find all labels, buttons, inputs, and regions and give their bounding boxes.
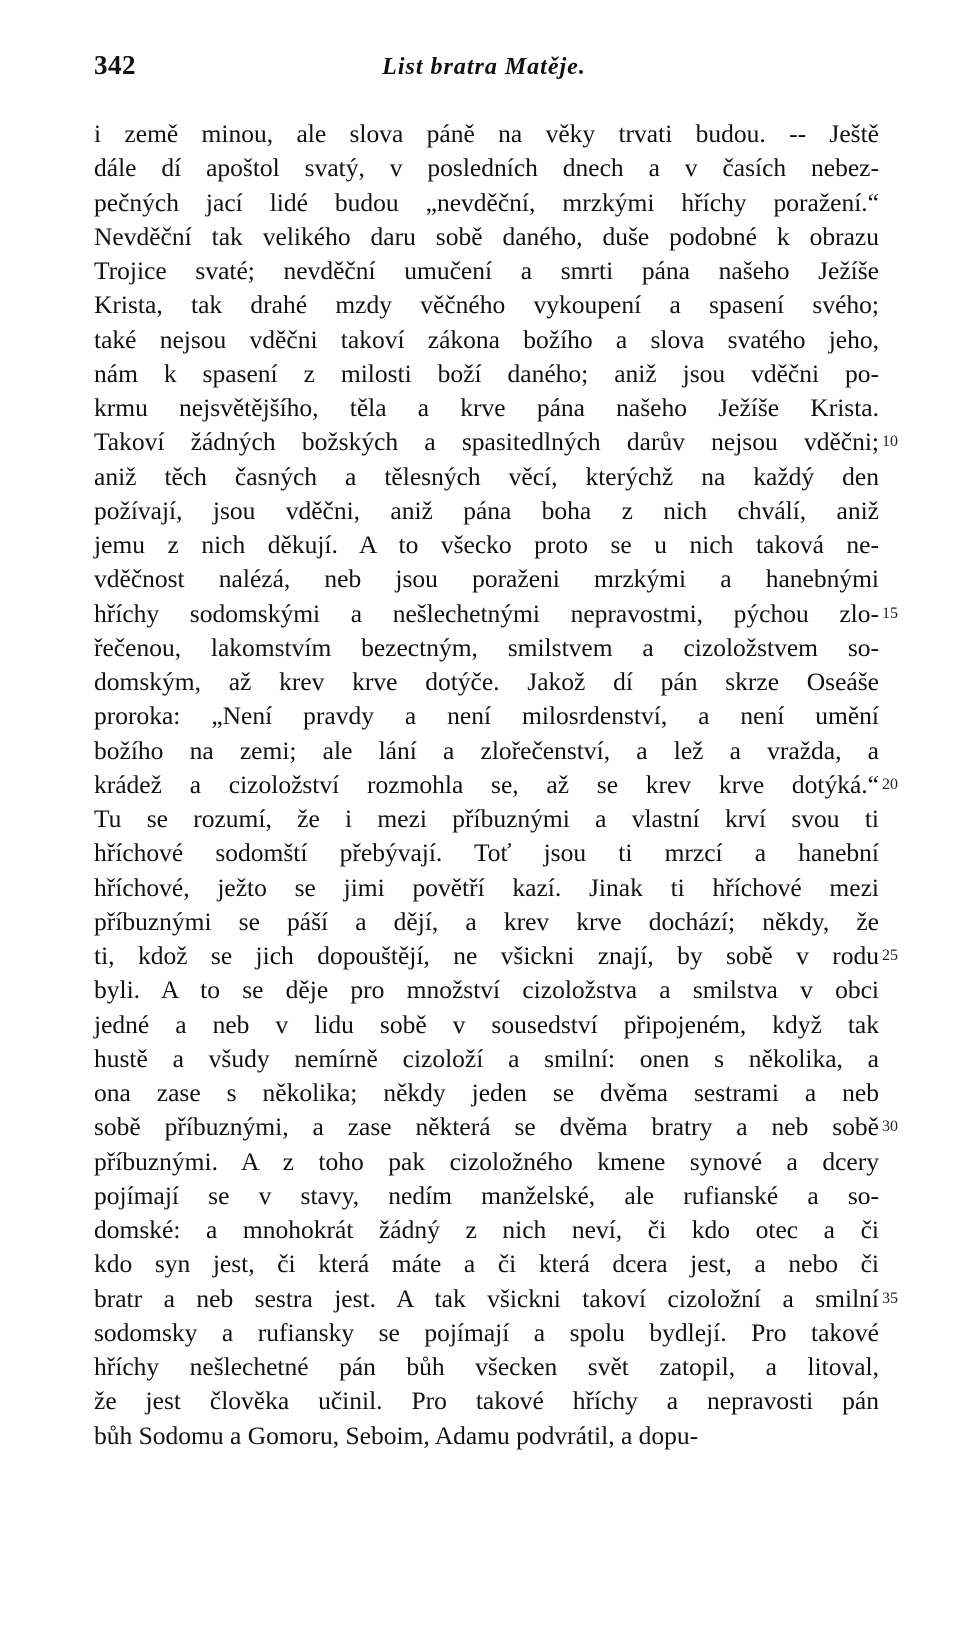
- text-line-content: příbuznými se páší a dějí, a krev krve dochází; někdy, že: [94, 906, 879, 936]
- text-line: [94, 871, 879, 905]
- page-number: 342: [94, 50, 136, 80]
- text-line-content: požívají, jsou vděčni, aniž pána boha z nich chválí, aniž: [94, 495, 879, 525]
- text-line-content: hříchy sodomskými a nešlechetnými nepravostmi, pýchou zlo-: [94, 598, 879, 628]
- text-line: [94, 1110, 898, 1144]
- text-line: [94, 425, 898, 459]
- text-line-content: aniž těch časných a tělesných věcí, kterýchž na každý den: [94, 461, 879, 491]
- text-line: [94, 905, 879, 939]
- text-line: [94, 665, 879, 699]
- text-line-content: Nevděční tak velikého daru sobě daného, duše podobné k obrazu: [94, 221, 879, 251]
- text-line-content: ti, kdož se jich dopouštějí, ne všickni znají, by sobě v rodu: [94, 941, 879, 970]
- text-line: [94, 357, 879, 391]
- text-line: [94, 1350, 879, 1384]
- text-line: [94, 631, 879, 665]
- text-line: [94, 1076, 879, 1110]
- text-line-content: sobě příbuznými, a zase některá se dvěma bratry a neb sobě: [94, 1112, 879, 1142]
- text-line-content: nám k spasení z milosti boží daného; aniž jsou vděčni po-: [94, 358, 879, 388]
- text-line: [94, 768, 898, 802]
- text-line: [94, 288, 879, 322]
- text-line-content: dále dí apoštol svatý, v posledních dnech a v časích nebez-: [94, 153, 879, 183]
- text-line: [94, 836, 879, 870]
- text-line-content: Trojice svaté; nevděční umučení a smrti pána našeho Ježíše: [94, 256, 879, 285]
- text-line-content: vděčnost nalézá, neb jsou poraženi mrzkými a hanebnými: [94, 564, 879, 594]
- text-line-content: pečných jací lidé budou „nevděční, mrzkými hříchy poražení.“: [94, 187, 879, 217]
- text-line: [94, 1247, 879, 1281]
- text-line-content: řečenou, lakomstvím bezectným, smilstvem a cizoložstvem so-: [94, 632, 879, 662]
- text-line-content: že jest člověka učinil. Pro takové hříchy a nepravosti pán: [94, 1386, 879, 1416]
- text-line-content: také nejsou vděčni takoví zákona božího a slova svatého jeho,: [94, 324, 879, 354]
- text-line: [94, 494, 879, 528]
- text-line: [94, 323, 879, 357]
- margin-line-number: 30: [882, 1118, 898, 1136]
- text-line: [94, 391, 879, 425]
- text-line-content: jemu z nich děkují. A to všecko proto se u nich taková ne-: [94, 530, 879, 559]
- text-line: [94, 1316, 879, 1350]
- text-line: [94, 1213, 879, 1247]
- text-line-content: jedné a neb v lidu sobě v sousedství připojeném, když tak: [94, 1009, 879, 1039]
- text-line-content: byli. A to se děje pro množství cizoložstva a smilstva v obci: [94, 975, 879, 1005]
- text-line: [94, 1042, 879, 1076]
- text-line-content: bratr a neb sestra jest. A tak všickni takoví cizoložní a smilní: [94, 1283, 879, 1313]
- text-line-content: Krista, tak drahé mzdy věčného vykoupení a spasení svého;: [94, 290, 879, 320]
- running-title: List bratra Matěje.: [382, 54, 586, 80]
- text-line: [94, 597, 898, 631]
- margin-line-number: 15: [882, 604, 898, 622]
- text-line: [94, 1179, 879, 1213]
- text-line: [94, 151, 879, 185]
- text-line-content: domským, až krev krve dotýče. Jakož dí pán skrze Oseáše: [94, 667, 879, 696]
- text-line: [94, 562, 879, 596]
- text-line: [94, 1419, 879, 1453]
- text-line: [94, 973, 879, 1007]
- text-line: [94, 1008, 879, 1042]
- page-header: [94, 50, 874, 90]
- text-line: [94, 1384, 879, 1418]
- text-line-content: hříchové sodomští přebývají. Toť jsou ti mrzcí a hanební: [94, 838, 879, 868]
- text-line-content: hříchy nešlechetné pán bůh všecken svět zatopil, a litoval,: [94, 1352, 879, 1381]
- text-line-content: i země minou, ale slova páně na věky trvati budou. -- Ještě: [94, 119, 879, 148]
- text-line-content: Tu se rozumí, že i mezi příbuznými a vlastní krví svou ti: [94, 804, 879, 833]
- text-line: [94, 1282, 898, 1316]
- text-line: [94, 734, 879, 768]
- text-line-content: kdo syn jest, či která máte a či která dcera jest, a nebo či: [94, 1249, 879, 1279]
- text-line: [94, 254, 879, 288]
- text-line: [94, 117, 879, 151]
- margin-line-number: 20: [882, 775, 898, 793]
- body-text: [94, 117, 898, 1453]
- text-line-content: krmu nejsvětějšího, těla a krve pána našeho Ježíše Krista.: [94, 393, 879, 422]
- text-line: [94, 699, 879, 733]
- text-line-content: hustě a všudy nemírně cizoloží a smilní: onen s několika, a: [94, 1043, 879, 1073]
- margin-line-number: 10: [882, 433, 898, 451]
- text-line: [94, 1145, 879, 1179]
- text-line: [94, 528, 879, 562]
- text-line-content: příbuznými. A z toho pak cizoložného kmene synové a dcery: [94, 1146, 879, 1176]
- margin-line-number: 25: [882, 947, 898, 964]
- text-line-content: sodomsky a rufiansky se pojímají a spolu bydlejí. Pro takové: [94, 1317, 879, 1347]
- text-line-content: pojímají se v stavy, nedím manželské, ale rufianské a so-: [94, 1180, 879, 1210]
- text-line: [94, 186, 879, 220]
- text-line-content: bůh Sodomu a Gomoru, Seboim, Adamu podvrátil, a dopu-: [94, 1420, 699, 1450]
- text-line: [94, 939, 898, 973]
- text-line-content: domské: a mnohokrát žádný z nich neví, či kdo otec a či: [94, 1215, 879, 1244]
- text-line-content: proroka: „Není pravdy a není milosrdenství, a není umění: [94, 701, 879, 731]
- text-line: [94, 460, 879, 494]
- text-line: [94, 220, 879, 254]
- text-line: [94, 802, 879, 836]
- margin-line-number: 35: [882, 1289, 898, 1307]
- text-line-content: Takoví žádných božských a spasitedlných darův nejsou vděčni;: [94, 427, 879, 457]
- text-line-content: krádež a cizoložství rozmohla se, až se krev krve dotýká.“: [94, 769, 879, 799]
- text-line-content: ona zase s několika; někdy jeden se dvěma sestrami a neb: [94, 1078, 879, 1107]
- text-line-content: božího na zemi; ale lání a zlořečenství, a lež a vražda, a: [94, 735, 879, 765]
- text-line-content: hříchové, ježto se jimi povětří kazí. Jinak ti hříchové mezi: [94, 872, 879, 902]
